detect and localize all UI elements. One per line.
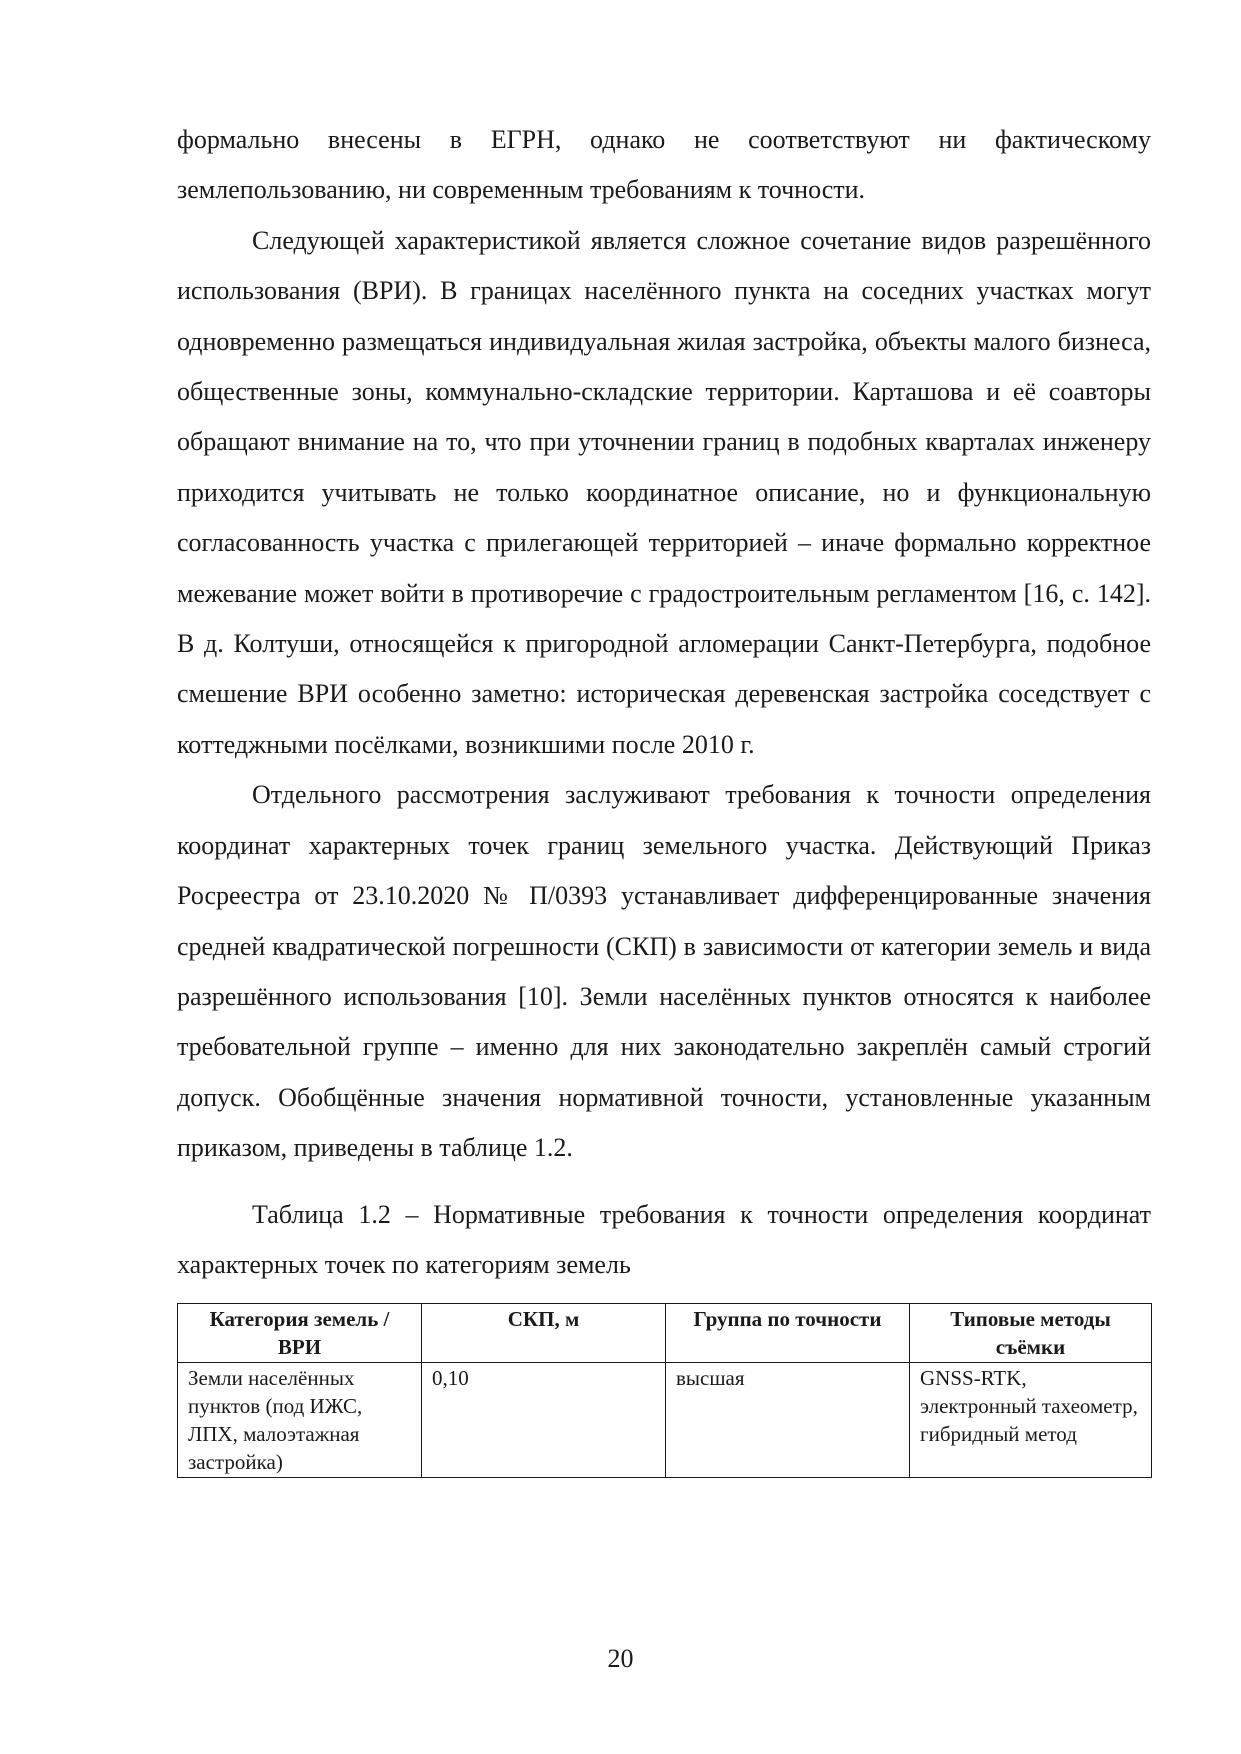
- cell-skp: 0,10: [422, 1363, 666, 1478]
- header-skp: СКП, м: [422, 1304, 666, 1363]
- paragraph-vri: Следующей характеристикой является сложное сочетание видов разрешённого использования (ВРИ). В границах населённого пункта на соседних участках могут одновременно размещаться индивидуальная жилая застройка, объекты малого бизнеса, общественные зоны, коммунально-складские территории. Карташова и её соавторы обращают внимание на то, что при уточнении границ в подобных кварталах инженеру приходится учитывать не только координатное описание, но и функциональную согласованность участка с прилегающей территорией – иначе формально корректное межевание может войти в противоречие с градостроительным регламентом [16, с. 142]. В д. Колтуши, относящейся к пригородной агломерации Санкт-Петербурга, подобное смешение ВРИ особенно заметно: историческая деревенская застройка соседствует с коттеджными посёлками, возникшими после 2010 г.: [177, 225, 1151, 759]
- header-accuracy-group: Группа по точности: [666, 1304, 910, 1363]
- page-number: 20: [607, 1644, 634, 1673]
- table-caption: Таблица 1.2 – Нормативные требования к точности определения координат характерных точек по категориям земель: [177, 1199, 1151, 1279]
- paragraph-accuracy: Отдельного рассмотрения заслуживают требования к точности определения координат характерных точек границ земельного участка. Действующий Приказ Росреестра от 23.10.2020 № П/0393 устанавливает дифференцированные значения средней квадратической погрешности (СКП) в зависимости от категории земель и вида разрешённого использования [10]. Земли населённых пунктов относятся к наиболее требовательной группе – именно для них законодательно закреплён самый строгий допуск. Обобщённые значения нормативной точности, установленные указанным приказом, приведены в таблице 1.2.: [177, 780, 1151, 1163]
- table-header-row: [178, 1304, 1152, 1363]
- cell-survey-methods: GNSS-RTK, электронный тахеометр, гибридный метод: [910, 1363, 1152, 1478]
- accuracy-table: [177, 1303, 1152, 1478]
- header-category: Категория земель / ВРИ: [178, 1304, 422, 1363]
- document-page: [177, 115, 1151, 1478]
- paragraph-continuation: формально внесены в ЕГРН, однако не соответствуют ни фактическому землепользованию, ни современным требованиям к точности.: [177, 125, 1151, 205]
- table-row: [178, 1363, 1152, 1478]
- cell-accuracy-group: высшая: [666, 1363, 910, 1478]
- header-survey-methods: Типовые методы съёмки: [910, 1304, 1152, 1363]
- cell-category: Земли населённых пунктов (под ИЖС, ЛПХ, малоэтажная застройка): [178, 1363, 422, 1478]
